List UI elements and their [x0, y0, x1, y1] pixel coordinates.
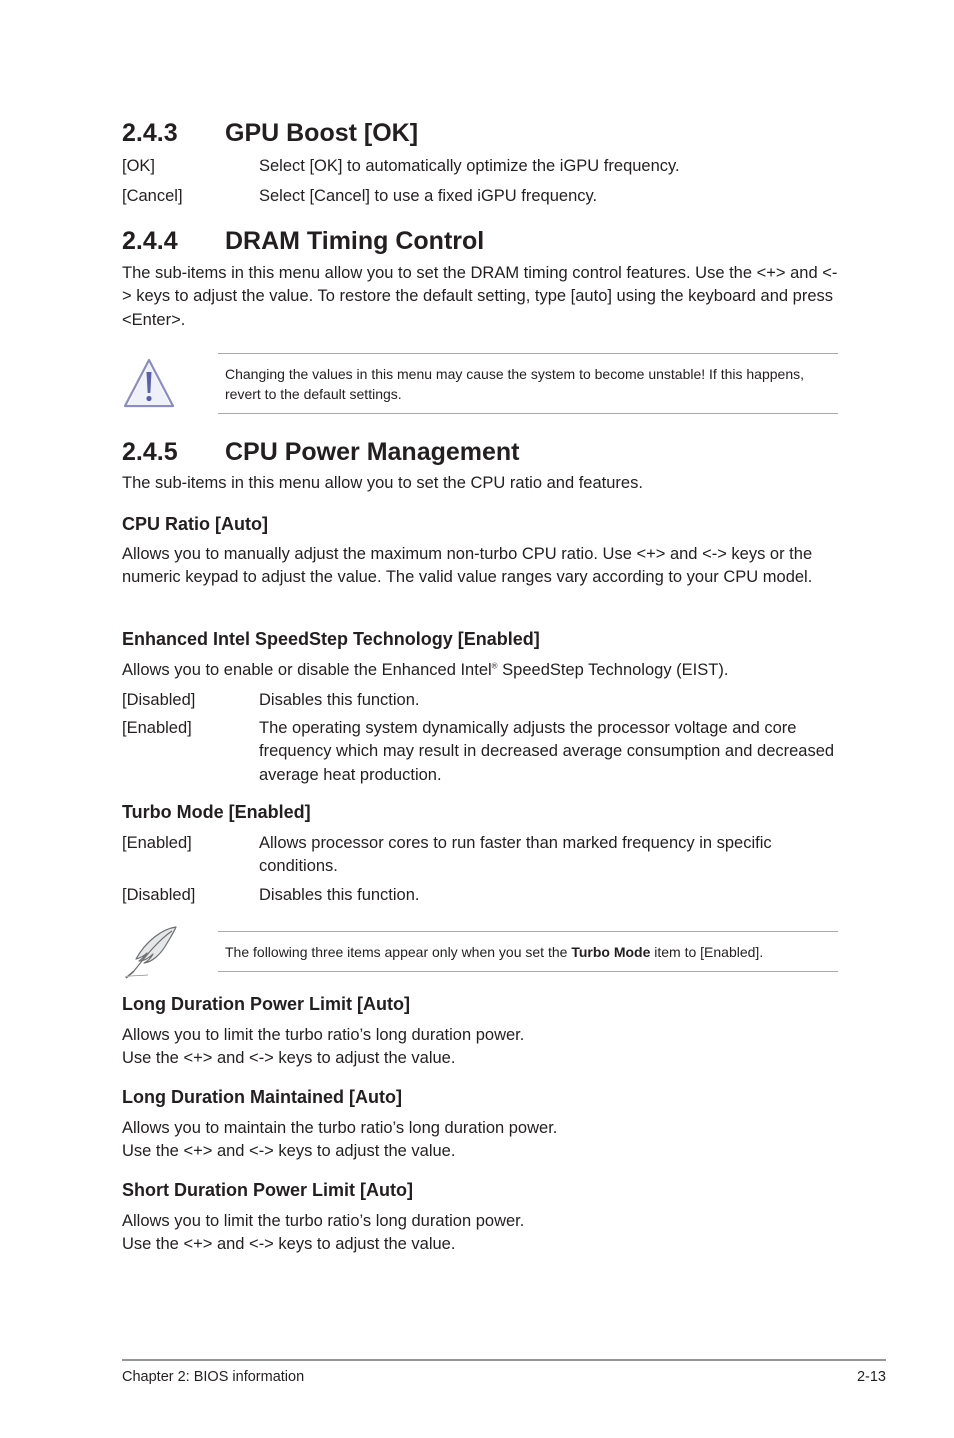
item-body-line: Allows you to limit the turbo ratio’s long duration power. [122, 1212, 525, 1230]
option-row [122, 884, 842, 908]
footer-chapter: Chapter 2: BIOS information [122, 1369, 305, 1385]
registered-mark: ® [491, 661, 498, 671]
option-row [122, 155, 842, 179]
option-row [122, 689, 842, 713]
option-description: Disables this function. [259, 886, 420, 904]
option-key: [Disabled] [122, 886, 196, 904]
section-title: GPU Boost [OK] [225, 119, 419, 147]
option-description: Select [Cancel] to use a fixed iGPU frequency. [259, 187, 598, 205]
section-title: CPU Power Management [225, 438, 520, 466]
item-body-text: SpeedStep Technology (EIST). [497, 661, 729, 679]
item-body-line: Allows you to maintain the turbo ratio’s long duration power. [122, 1119, 558, 1137]
section-heading-2-4-5 [122, 437, 722, 467]
note-text-part: The following three items appear only when you set the [225, 944, 572, 960]
item-body-line: Use the <+> and <-> keys to adjust the value. [122, 1235, 456, 1253]
item-heading-long-duration-power-limit: Long Duration Power Limit [Auto] [122, 994, 410, 1014]
footer-page-number: 2-13 [856, 1369, 886, 1385]
option-key: [Cancel] [122, 187, 183, 205]
option-key: [Enabled] [122, 834, 192, 852]
caution-top-rule [218, 353, 838, 354]
item-heading-long-duration-maintained: Long Duration Maintained [Auto] [122, 1087, 402, 1107]
quill-note-icon [122, 925, 180, 981]
option-key: [Disabled] [122, 691, 196, 709]
item-body-line: Allows you to limit the turbo ratio’s long duration power. [122, 1026, 525, 1044]
section-heading-2-4-3 [122, 118, 722, 148]
caution-icon [122, 357, 176, 409]
item-heading-short-duration-power-limit: Short Duration Power Limit [Auto] [122, 1180, 413, 1200]
section-heading-2-4-4 [122, 226, 722, 256]
item-heading-eist: Enhanced Intel SpeedStep Technology [Enabled] [122, 629, 540, 649]
caution-text: Changing the values in this menu may cause the system to become unstable! If this happens, revert to the default settings. [225, 366, 804, 402]
item-body [122, 659, 840, 682]
note-text [225, 942, 835, 962]
item-heading-turbo-mode: Turbo Mode [Enabled] [122, 802, 311, 822]
note-bottom-rule [218, 971, 838, 972]
option-description: Select [OK] to automatically optimize the iGPU frequency. [259, 157, 680, 175]
section-body: The sub-items in this menu allow you to set the CPU ratio and features. [122, 474, 643, 492]
option-row [122, 717, 842, 789]
item-heading-cpu-ratio: CPU Ratio [Auto] [122, 514, 268, 534]
item-body-line: Use the <+> and <-> keys to adjust the value. [122, 1049, 456, 1067]
section-body: The sub-items in this menu allow you to set the DRAM timing control features. Use the <+> and <-> keys to adjust the value. To restore the default setting, type [auto] using the keyboard and press <Enter>. [122, 264, 838, 329]
option-description: Disables this function. [259, 691, 420, 709]
option-description: Allows processor cores to run faster than marked frequency in specific conditions. [259, 834, 772, 876]
item-body: Allows you to manually adjust the maximum non-turbo CPU ratio. Use <+> and <-> keys or the numeric keypad to adjust the value. The valid value ranges vary according to your CPU model. [122, 545, 813, 587]
section-title: DRAM Timing Control [225, 227, 485, 255]
footer-rule [122, 1359, 886, 1361]
section-number: 2.4.3 [122, 119, 178, 147]
caution-bottom-rule [218, 413, 838, 414]
note-emphasis: Turbo Mode [571, 944, 651, 960]
section-number: 2.4.5 [122, 438, 178, 466]
option-key: [Enabled] [122, 719, 192, 737]
option-description: The operating system dynamically adjusts the processor voltage and core frequency which may result in decreased average consumption and decreased average heat production. [259, 719, 835, 784]
option-key: [OK] [122, 157, 156, 175]
section-number: 2.4.4 [122, 227, 178, 255]
item-body-line: Use the <+> and <-> keys to adjust the value. [122, 1142, 456, 1160]
item-body-text: Allows you to enable or disable the Enhanced Intel [122, 661, 492, 679]
note-text-part: item to [Enabled]. [650, 944, 764, 960]
option-row [122, 185, 842, 209]
note-top-rule [218, 931, 838, 932]
option-row [122, 832, 842, 880]
